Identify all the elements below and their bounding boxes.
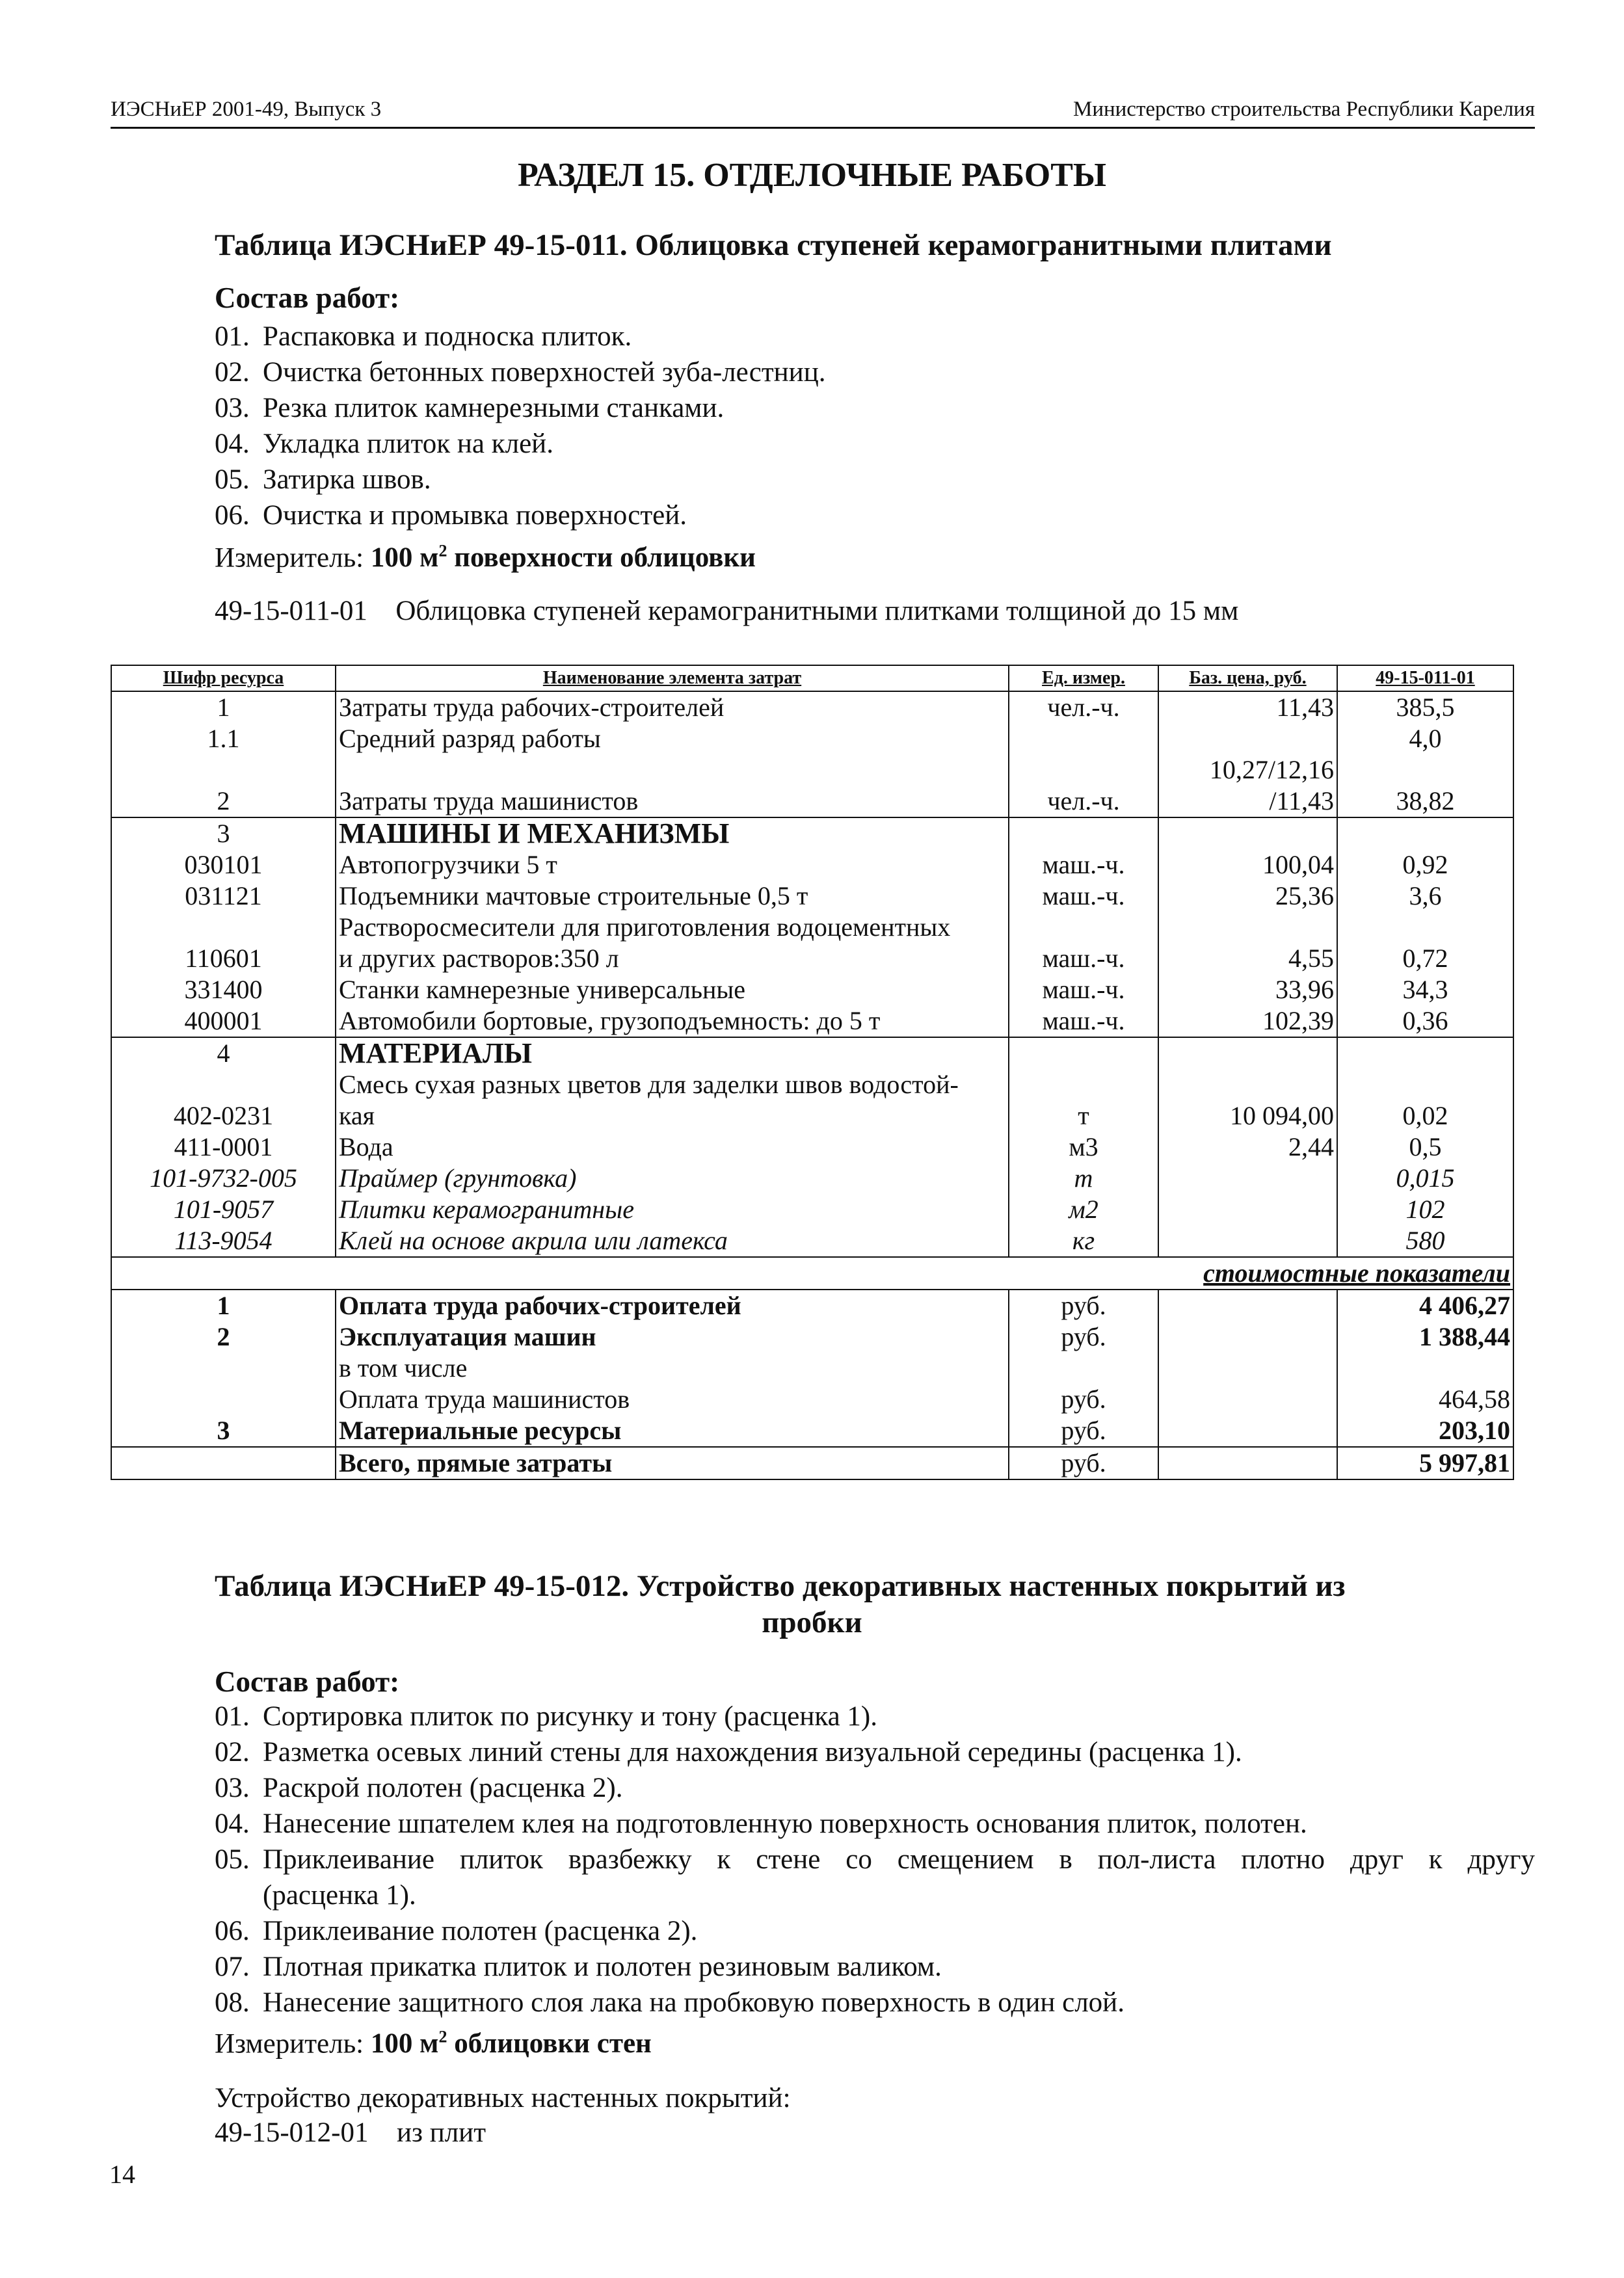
table1-title: Таблица ИЭСНиЕР 49-15-011. Облицовка ступеней керамогранитными плитами xyxy=(215,228,1332,262)
cell-name: кая xyxy=(336,1100,1009,1132)
cell-name: Подъемники мачтовые строительные 0,5 т xyxy=(336,881,1009,912)
table-row xyxy=(111,1194,1513,1225)
cell-price xyxy=(1158,723,1337,754)
work-item-number: 03. xyxy=(215,393,250,423)
work-item xyxy=(215,1842,1535,1877)
cell-value: 3,6 xyxy=(1337,881,1513,912)
cell-name: Автопогрузчики 5 т xyxy=(336,849,1009,881)
summary-row xyxy=(111,1447,1513,1479)
cell-unit: маш.-ч. xyxy=(1009,881,1158,912)
work-item xyxy=(215,390,825,426)
header-right: Министерство строительства Республики Карелия xyxy=(1072,98,1535,121)
table2-work-list xyxy=(215,1699,1535,2020)
meter-label: Измеритель: xyxy=(215,2028,364,2059)
cell-unit xyxy=(1009,1037,1158,1069)
cell-price: 10,27/12,16 xyxy=(1158,754,1337,786)
table-row xyxy=(111,1069,1513,1100)
cell-code: 3 xyxy=(111,817,336,849)
table-row xyxy=(111,912,1513,943)
meter-sup: 2 xyxy=(438,542,447,561)
cell-unit: маш.-ч. xyxy=(1009,974,1158,1005)
work-item xyxy=(215,497,825,533)
col-header-unit: Ед. измер. xyxy=(1009,665,1158,691)
cell-unit: маш.-ч. xyxy=(1009,1005,1158,1037)
cell-value: 464,58 xyxy=(1337,1384,1513,1415)
table-row xyxy=(111,754,1513,786)
code-line-code: 49-15-011-01 xyxy=(215,596,367,626)
table2-title-line2: пробки xyxy=(762,1606,862,1639)
header-left: ИЭСНиЕР 2001-49, Выпуск 3 xyxy=(111,98,382,121)
work-item-number: 04. xyxy=(215,429,250,459)
work-item-text: Распаковка и подноска плиток. xyxy=(263,321,632,352)
cell-unit: м2 xyxy=(1009,1194,1158,1225)
code-line-code: 49-15-012-01 xyxy=(215,2117,369,2148)
work-item xyxy=(215,1949,1535,1985)
cell-price xyxy=(1158,1384,1337,1415)
table-row xyxy=(111,1100,1513,1132)
cell-price xyxy=(1158,1069,1337,1100)
cell-name: в том числе xyxy=(336,1353,1009,1384)
work-item xyxy=(215,1734,1535,1770)
cell-name: Эксплуатация машин xyxy=(336,1321,1009,1353)
cell-name: Вода xyxy=(336,1132,1009,1163)
cell-code: 2 xyxy=(111,786,336,817)
meter-sup: 2 xyxy=(438,2028,447,2046)
meter-label: Измеритель: xyxy=(215,542,364,574)
cell-value: 0,5 xyxy=(1337,1132,1513,1163)
cell-price xyxy=(1158,1194,1337,1225)
work-item xyxy=(215,319,825,354)
cell-name: Оплата труда машинистов xyxy=(336,1384,1009,1415)
cell-price: 102,39 xyxy=(1158,1005,1337,1037)
cell-code: 1.1 xyxy=(111,723,336,754)
cell-code xyxy=(111,1353,336,1384)
cell-code xyxy=(111,1447,336,1479)
table2-meter xyxy=(215,2028,652,2059)
cell-name: Затраты труда машинистов xyxy=(336,786,1009,817)
cell-value: 5 997,81 xyxy=(1337,1447,1513,1479)
cell-unit xyxy=(1009,1069,1158,1100)
table-row xyxy=(111,817,1513,849)
work-item xyxy=(215,1985,1535,2020)
cost-caption-row xyxy=(111,1257,1513,1290)
table-row xyxy=(111,1037,1513,1069)
work-item-number: 01. xyxy=(215,321,250,352)
cell-value: 0,72 xyxy=(1337,943,1513,974)
cell-name: Растворосмесители для приготовления водоцементных xyxy=(336,912,1009,943)
cell-code xyxy=(111,754,336,786)
cell-code: 101-9732-005 xyxy=(111,1163,336,1194)
cell-name: Средний разряд работы xyxy=(336,723,1009,754)
work-item xyxy=(215,354,825,390)
cell-code: 400001 xyxy=(111,1005,336,1037)
table-row xyxy=(111,943,1513,974)
table1-work-list xyxy=(215,319,825,533)
cell-unit xyxy=(1009,723,1158,754)
header-rule xyxy=(111,127,1535,129)
cell-value: 4,0 xyxy=(1337,723,1513,754)
cell-value: 102 xyxy=(1337,1194,1513,1225)
cell-value xyxy=(1337,817,1513,849)
cell-code: 030101 xyxy=(111,849,336,881)
cell-unit: руб. xyxy=(1009,1321,1158,1353)
work-item-text: Приклеивание плиток вразбежку к стене со смещением в пол-листа плотно друг к другу xyxy=(263,1844,1535,1875)
cell-name: Оплата труда рабочих-строителей xyxy=(336,1290,1009,1321)
summary-row xyxy=(111,1353,1513,1384)
work-item-number: 06. xyxy=(215,500,250,531)
cell-unit: чел.-ч. xyxy=(1009,786,1158,817)
work-item-number: 07. xyxy=(215,1952,250,1982)
work-item xyxy=(215,1806,1535,1842)
work-item xyxy=(215,1877,1535,1913)
cell-code xyxy=(111,1384,336,1415)
cell-value: 0,92 xyxy=(1337,849,1513,881)
cell-value: 4 406,27 xyxy=(1337,1290,1513,1321)
cell-code: 2 xyxy=(111,1321,336,1353)
cell-value: 203,10 xyxy=(1337,1415,1513,1447)
table-row xyxy=(111,974,1513,1005)
work-item xyxy=(215,426,825,462)
summary-row xyxy=(111,1290,1513,1321)
cell-value xyxy=(1337,1353,1513,1384)
cell-value xyxy=(1337,1037,1513,1069)
col-header-value: 49-15-011-01 xyxy=(1337,665,1513,691)
work-item xyxy=(215,462,825,497)
table-header-row xyxy=(111,665,1513,691)
work-item-text: (расценка 1). xyxy=(263,1880,416,1911)
cell-code: 101-9057 xyxy=(111,1194,336,1225)
cell-unit: руб. xyxy=(1009,1290,1158,1321)
cell-unit: т xyxy=(1009,1163,1158,1194)
cell-name: Материальные ресурсы xyxy=(336,1415,1009,1447)
work-item-text: Приклеивание полотен (расценка 2). xyxy=(263,1916,698,1946)
work-item-text: Резка плиток камнерезными станками. xyxy=(263,393,725,423)
cell-code: 411-0001 xyxy=(111,1132,336,1163)
col-header-name: Наименование элемента затрат xyxy=(336,665,1009,691)
cell-name: Клей на основе акрила или латекса xyxy=(336,1225,1009,1257)
cell-price xyxy=(1158,1447,1337,1479)
summary-row xyxy=(111,1384,1513,1415)
cell-price xyxy=(1158,1290,1337,1321)
cell-code: 031121 xyxy=(111,881,336,912)
cell-name: и других растворов:350 л xyxy=(336,943,1009,974)
section-title: РАЗДЕЛ 15. ОТДЕЛОЧНЫЕ РАБОТЫ xyxy=(518,157,1106,194)
cell-price xyxy=(1158,1225,1337,1257)
cell-price xyxy=(1158,1321,1337,1353)
work-item-number: 02. xyxy=(215,357,250,388)
cell-unit: чел.-ч. xyxy=(1009,691,1158,723)
cell-value xyxy=(1337,754,1513,786)
cell-unit: маш.-ч. xyxy=(1009,849,1158,881)
cell-unit: руб. xyxy=(1009,1415,1158,1447)
work-item-number: 05. xyxy=(215,464,250,495)
meter-value: 100 м xyxy=(370,2028,439,2059)
cell-value xyxy=(1337,912,1513,943)
table-row xyxy=(111,691,1513,723)
summary-row xyxy=(111,1321,1513,1353)
cell-price xyxy=(1158,1415,1337,1447)
table2-desc: Устройство декоративных настенных покрытий: xyxy=(215,2083,791,2113)
cell-unit: маш.-ч. xyxy=(1009,943,1158,974)
cell-code: 331400 xyxy=(111,974,336,1005)
code-line-text: Облицовка ступеней керамогранитными плитками толщиной до 15 мм xyxy=(395,596,1239,626)
cell-unit xyxy=(1009,754,1158,786)
cell-code: 1 xyxy=(111,1290,336,1321)
cell-unit xyxy=(1009,817,1158,849)
cell-price: 2,44 xyxy=(1158,1132,1337,1163)
table-row xyxy=(111,786,1513,817)
cell-value: 34,3 xyxy=(1337,974,1513,1005)
cell-name: Плитки керамогранитные xyxy=(336,1194,1009,1225)
code-line-text: из плит xyxy=(396,2117,486,2148)
cell-code: 4 xyxy=(111,1037,336,1069)
work-item xyxy=(215,1770,1535,1806)
work-item-text: Затирка швов. xyxy=(263,464,431,495)
col-header-code: Шифр ресурса xyxy=(111,665,336,691)
cell-unit: руб. xyxy=(1009,1384,1158,1415)
cell-code xyxy=(111,1069,336,1100)
work-item-text: Очистка и промывка поверхностей. xyxy=(263,500,687,531)
cell-price xyxy=(1158,1163,1337,1194)
work-item-text: Очистка бетонных поверхностей зуба-лестниц. xyxy=(263,357,826,388)
cell-name xyxy=(336,754,1009,786)
cell-price xyxy=(1158,912,1337,943)
work-item-number: 01. xyxy=(215,1701,250,1732)
table-row xyxy=(111,723,1513,754)
cell-value: 0,02 xyxy=(1337,1100,1513,1132)
table-row xyxy=(111,849,1513,881)
cell-code: 402-0231 xyxy=(111,1100,336,1132)
work-item-number: 05. xyxy=(215,1844,250,1875)
work-item-number: 03. xyxy=(215,1773,250,1803)
cell-price: 33,96 xyxy=(1158,974,1337,1005)
cell-value: 385,5 xyxy=(1337,691,1513,723)
page-number: 14 xyxy=(109,2160,135,2189)
cell-value: 1 388,44 xyxy=(1337,1321,1513,1353)
cell-price: 4,55 xyxy=(1158,943,1337,974)
cell-name: Затраты труда рабочих-строителей xyxy=(336,691,1009,723)
table2-title-line1: Таблица ИЭСНиЕР 49-15-012. Устройство декоративных настенных покрытий из xyxy=(215,1569,1346,1603)
cell-unit: кг xyxy=(1009,1225,1158,1257)
cell-code: 3 xyxy=(111,1415,336,1447)
table-row xyxy=(111,1132,1513,1163)
cell-price xyxy=(1158,817,1337,849)
work-item-number: 04. xyxy=(215,1808,250,1839)
cell-name: Праймер (грунтовка) xyxy=(336,1163,1009,1194)
work-item-text: Нанесение шпателем клея на подготовленную поверхность основания плиток, полотен. xyxy=(263,1808,1307,1839)
cell-code: 110601 xyxy=(111,943,336,974)
cell-name: Станки камнерезные универсальные xyxy=(336,974,1009,1005)
cell-price: /11,43 xyxy=(1158,786,1337,817)
cell-price xyxy=(1158,1037,1337,1069)
work-item-text: Укладка плиток на клей. xyxy=(263,429,553,459)
work-item-text: Нанесение защитного слоя лака на пробковую поверхность в один слой. xyxy=(263,1987,1125,2018)
work-item-text: Плотная прикатка плиток и полотен резиновым валиком. xyxy=(263,1952,942,1982)
work-item-number: 08. xyxy=(215,1987,250,2018)
cell-name: МАТЕРИАЛЫ xyxy=(336,1037,1009,1069)
table2-work-heading: Состав работ: xyxy=(215,1665,400,1698)
cell-value: 580 xyxy=(1337,1225,1513,1257)
cell-value xyxy=(1337,1069,1513,1100)
cell-value: 0,015 xyxy=(1337,1163,1513,1194)
cell-unit xyxy=(1009,912,1158,943)
meter-rest: облицовки стен xyxy=(447,2028,652,2059)
cell-price: 100,04 xyxy=(1158,849,1337,881)
cell-value: 38,82 xyxy=(1337,786,1513,817)
cell-value: 0,36 xyxy=(1337,1005,1513,1037)
table2-code-line xyxy=(215,2117,486,2149)
work-item xyxy=(215,1699,1535,1734)
cell-name: Автомобили бортовые, грузоподъемность: до 5 т xyxy=(336,1005,1009,1037)
cell-code: 1 xyxy=(111,691,336,723)
cell-code: 113-9054 xyxy=(111,1225,336,1257)
table-row xyxy=(111,881,1513,912)
table-row xyxy=(111,1163,1513,1194)
table1-meter xyxy=(215,542,756,574)
cell-code xyxy=(111,912,336,943)
col-header-price: Баз. цена, руб. xyxy=(1158,665,1337,691)
work-item-number: 02. xyxy=(215,1737,250,1768)
cell-unit: м3 xyxy=(1009,1132,1158,1163)
work-item-text: Сортировка плиток по рисунку и тону (расценка 1). xyxy=(263,1701,877,1732)
cell-price: 10 094,00 xyxy=(1158,1100,1337,1132)
cell-name: Смесь сухая разных цветов для заделки швов водостой- xyxy=(336,1069,1009,1100)
cell-unit: руб. xyxy=(1009,1447,1158,1479)
cell-name: Всего, прямые затраты xyxy=(336,1447,1009,1479)
work-item xyxy=(215,1913,1535,1949)
table1-code-line xyxy=(215,595,1238,627)
cell-unit xyxy=(1009,1353,1158,1384)
work-item-text: Разметка осевых линий стены для нахождения визуальной середины (расценка 1). xyxy=(263,1737,1242,1768)
cell-price: 25,36 xyxy=(1158,881,1337,912)
cell-price: 11,43 xyxy=(1158,691,1337,723)
work-item-text: Раскрой полотен (расценка 2). xyxy=(263,1773,623,1803)
cell-name: МАШИНЫ И МЕХАНИЗМЫ xyxy=(336,817,1009,849)
table-row xyxy=(111,1225,1513,1257)
cell-price xyxy=(1158,1353,1337,1384)
summary-row xyxy=(111,1415,1513,1447)
meter-value: 100 м xyxy=(370,542,439,574)
resource-table xyxy=(111,665,1514,1480)
cell-unit: т xyxy=(1009,1100,1158,1132)
meter-rest: поверхности облицовки xyxy=(447,542,756,574)
cost-caption: стоимостные показатели xyxy=(111,1257,1513,1290)
table-row xyxy=(111,1005,1513,1037)
work-item-number: 06. xyxy=(215,1916,250,1946)
table1-work-heading: Состав работ: xyxy=(215,282,400,314)
